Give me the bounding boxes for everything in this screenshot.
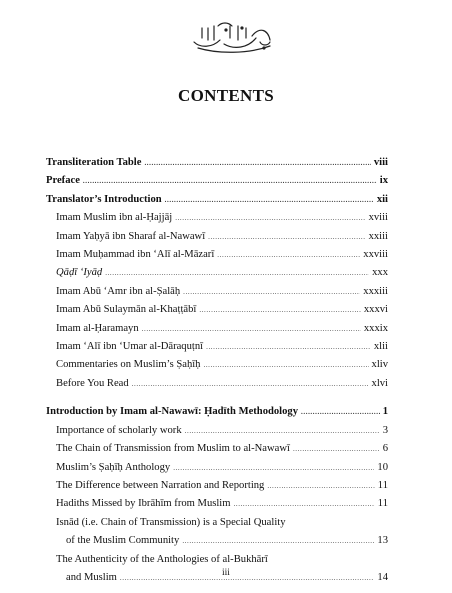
dot-leader [199,301,361,319]
toc-entry-page: 1 [382,406,388,418]
toc-entry[interactable] [46,403,388,421]
toc-entry-label: Imam Muḥammad ibn ‘Alī al-Māzarī [56,249,215,261]
toc-entry-label: Imam Yaḥyā ibn Sharaf al-Nawawī [56,230,206,242]
toc-entry[interactable] [46,422,388,440]
toc-entry-page: xii [376,193,388,205]
toc-entry-label: Imam ‘Alī ibn ‘Umar al-Dāraquṭnī [56,341,204,353]
page-title: CONTENTS [178,86,274,105]
toc-entry-label: Imam Abū Sulaymān al-Khaṭṭābī [56,304,197,316]
table-of-contents [46,154,388,587]
toc-entry-label: Preface [46,175,80,187]
dot-leader [217,246,360,264]
toc-entry[interactable] [46,264,388,282]
toc-entry[interactable] [46,283,388,301]
toc-entry-page: 10 [377,461,388,473]
toc-entry-page: xxviii [363,249,388,261]
page-number: iii [222,568,230,578]
toc-entry-page: xliv [371,359,388,371]
toc-entry-label: Imam Muslim ibn al-Ḥajjāj [56,212,173,224]
toc-entry-label: Imam al-Ḥaramayn [56,322,139,334]
toc-entry-label: Importance of scholarly work [56,424,182,436]
toc-entry[interactable] [46,154,388,172]
dot-leader [183,283,360,301]
dot-leader [165,191,374,209]
dot-leader [234,495,375,513]
toc-entry-page: 13 [377,535,388,547]
dot-leader [144,154,370,172]
toc-entry-label: Transliteration Table [46,157,142,168]
toc-entry-label: The Chain of Transmission from Muslim to al-Nawawī [56,443,290,455]
toc-entry[interactable] [46,320,388,338]
toc-entry-page: 6 [382,443,388,455]
bismillah-calligraphy-icon [190,18,274,54]
toc-entry-label: Qāḍī ‘Iyāḍ [56,267,103,279]
toc-entry[interactable] [46,495,388,513]
toc-entry[interactable] [46,246,388,264]
dot-leader [301,403,380,421]
dot-leader [185,422,380,440]
dot-leader [206,338,371,356]
dot-leader [83,172,377,190]
toc-entry[interactable] [46,356,388,374]
toc-entry-label: Imam Abū ‘Amr ibn al-Ṣalāḥ [56,285,181,297]
toc-entry[interactable] [46,191,388,209]
toc-entry-label: Introduction by Imam al-Nawawī: Ḥadīth Methodology [46,406,299,418]
toc-entry-page: xxxiii [363,285,388,297]
toc-entry-page: xlvi [371,377,388,389]
toc-entry-label-first-line[interactable]: Isnād (i.e. Chain of Transmission) is a Special Quality [56,516,286,528]
toc-entry[interactable] [46,459,388,477]
dot-leader [132,375,369,393]
dot-leader [105,264,369,282]
toc-entry-label-continuation: of the Muslim Community [66,535,180,547]
toc-entry-label: Before You Read [56,377,129,389]
dot-leader [293,440,380,458]
dot-leader [267,477,374,495]
toc-entry-label: Translator’s Introduction [46,193,162,205]
toc-entry-page: viii [373,157,388,168]
toc-entry-page: xxx [372,267,388,279]
dot-leader [182,532,374,550]
toc-entry-page: xviii [368,212,388,224]
toc-entry[interactable] [46,301,388,319]
toc-entry[interactable] [46,477,388,495]
toc-entry-page: ix [379,175,388,187]
toc-entry-page: xxxvi [363,304,388,316]
toc-entry[interactable] [46,172,388,190]
toc-entry-label: The Difference between Narration and Reporting [56,479,265,491]
dot-leader [208,228,365,246]
toc-entry-label-continuation: and Muslim [66,571,117,583]
toc-entry-page: xxiii [368,230,388,242]
toc-entry[interactable] [46,209,388,227]
dot-leader [203,356,368,374]
toc-entry[interactable] [46,375,388,393]
toc-entry[interactable] [46,440,388,458]
toc-entry-page: xlii [373,341,388,353]
toc-entry[interactable] [46,532,388,550]
toc-entry-page: 14 [377,571,388,583]
toc-entry-page: 11 [377,498,388,510]
dot-leader [173,459,374,477]
toc-entry-page: xxxix [363,322,388,334]
toc-entry[interactable] [46,338,388,356]
toc-entry-label: Muslim’s Ṣaḥīḥ Anthology [56,461,171,473]
dot-leader [142,320,361,338]
toc-entry-page: 3 [382,424,388,436]
toc-entry-label-first-line[interactable]: The Authenticity of the Anthologies of al-Bukhārī [56,553,268,565]
toc-entry-label: Hadiths Missed by Ibrāhīm from Muslim [56,498,231,510]
toc-entry-label: Commentaries on Muslim’s Ṣaḥīḥ [56,359,201,371]
toc-entry[interactable] [46,228,388,246]
dot-leader [175,209,365,227]
toc-entry-page: 11 [377,479,388,491]
